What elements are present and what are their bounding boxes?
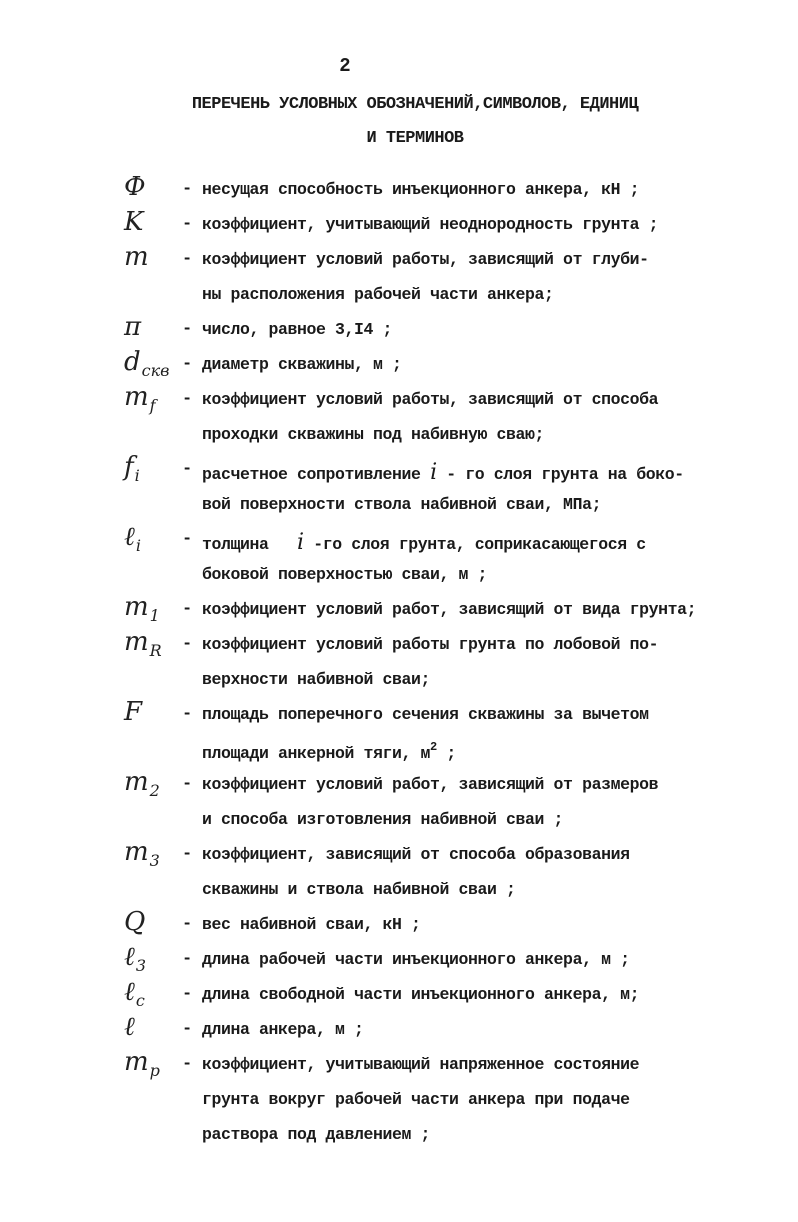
- dash: -: [182, 460, 193, 479]
- dash: -: [182, 1020, 193, 1039]
- definition-text: коэффициент условий работы, зависящий от способа: [202, 390, 659, 409]
- dash: -: [182, 775, 193, 794]
- definition-text: боковой поверхностью сваи, м ;: [202, 565, 488, 584]
- definition-text: диаметр скважины, м ;: [202, 355, 402, 374]
- page-title: [0, 88, 798, 156]
- definition-text: коэффициент, учитывающий напряженное состояние: [202, 1055, 640, 1074]
- symbol: $m_2$: [124, 767, 160, 800]
- title-line-2: И ТЕРМИНОВ: [366, 129, 464, 148]
- symbol: $m_3$: [124, 837, 160, 870]
- page-number: 2: [339, 55, 351, 77]
- dash: -: [182, 950, 193, 969]
- dash: -: [182, 355, 193, 374]
- symbol: Ф: [124, 172, 146, 202]
- dash: -: [182, 915, 193, 934]
- variable-i: i: [297, 530, 304, 555]
- dash: -: [182, 705, 193, 724]
- definition-text: коэффициент условий работы, зависящий от глуби-: [202, 250, 649, 269]
- symbol: ℓ: [124, 1012, 135, 1042]
- symbol: ℓ$_3$: [124, 942, 147, 975]
- symbol: $d_{скв}$: [124, 347, 170, 380]
- definition-text: площади анкерной тяги, $м^2$ ;: [202, 740, 456, 763]
- definition-text: несущая способность инъекционного анкера, кН ;: [202, 180, 640, 199]
- definition-text: вес набивной сваи, кН ;: [202, 915, 421, 934]
- title-line-1: ПЕРЕЧЕНЬ УСЛОВНЫХ ОБОЗНАЧЕНИЙ,СИМВОЛОВ, ЕДИНИЦ: [191, 95, 639, 114]
- definition-text: коэффициент условий работ, зависящий от размеров: [202, 775, 659, 794]
- definition-text: число, равное 3,I4 ;: [202, 320, 393, 339]
- symbol: $f_i$: [124, 452, 140, 485]
- symbol: Q: [124, 907, 146, 937]
- dash: -: [182, 390, 193, 409]
- symbol: $m_1$: [124, 592, 160, 625]
- definition-text: длина рабочей части инъекционного анкера, м ;: [202, 950, 630, 969]
- dash: -: [182, 600, 193, 619]
- definition-text: ны расположения рабочей части анкера;: [202, 285, 554, 304]
- definition-text: верхности набивной сваи;: [202, 670, 431, 689]
- symbol: K: [124, 207, 144, 237]
- dash: -: [182, 320, 193, 339]
- symbol: $m_f$: [124, 382, 156, 415]
- definition-text: длина анкера, м ;: [202, 1020, 364, 1039]
- definition-text: коэффициент условий работы грунта по лобовой по-: [202, 635, 659, 654]
- dash: -: [182, 530, 193, 549]
- definition-text: толщина i -го слоя грунта, соприкасающегося с: [202, 530, 646, 555]
- dash: -: [182, 635, 193, 654]
- definition-text: грунта вокруг рабочей части анкера при подаче: [202, 1090, 630, 1109]
- definition-text: длина свободной части инъекционного анкера, м;: [202, 985, 640, 1004]
- symbol: F: [124, 697, 143, 727]
- dash: -: [182, 1055, 193, 1074]
- definition-text: проходки скважины под набивную сваю;: [202, 425, 545, 444]
- symbol: π: [124, 312, 142, 342]
- symbol: ℓ$_i$: [124, 522, 141, 555]
- variable-i: i: [430, 460, 437, 485]
- definition-text: раствора под давлением ;: [202, 1125, 431, 1144]
- dash: -: [182, 215, 193, 234]
- definition-text: вой поверхности ствола набивной сваи, МПа;: [202, 495, 602, 514]
- dash: -: [182, 845, 193, 864]
- dash: -: [182, 250, 193, 269]
- dash: -: [182, 180, 193, 199]
- symbol: $m_R$: [124, 627, 162, 660]
- definition-text: коэффициент, зависящий от способа образования: [202, 845, 630, 864]
- definition-text: расчетное сопротивление i - го слоя грунта на боко-: [202, 460, 684, 485]
- symbol: $m_p$: [124, 1047, 160, 1080]
- definition-text: скважины и ствола набивной сваи ;: [202, 880, 516, 899]
- symbol: m: [124, 242, 149, 272]
- dash: -: [182, 985, 193, 1004]
- definition-text: и способа изготовления набивной сваи ;: [202, 810, 564, 829]
- superscript: 2: [430, 740, 437, 754]
- symbol: ℓ$_c$: [124, 977, 145, 1010]
- definition-text: площадь поперечного сечения скважины за вычетом: [202, 705, 649, 724]
- definition-text: коэффициент условий работ, зависящий от вида грунта;: [202, 600, 697, 619]
- definition-text: коэффициент, учитывающий неоднородность грунта ;: [202, 215, 659, 234]
